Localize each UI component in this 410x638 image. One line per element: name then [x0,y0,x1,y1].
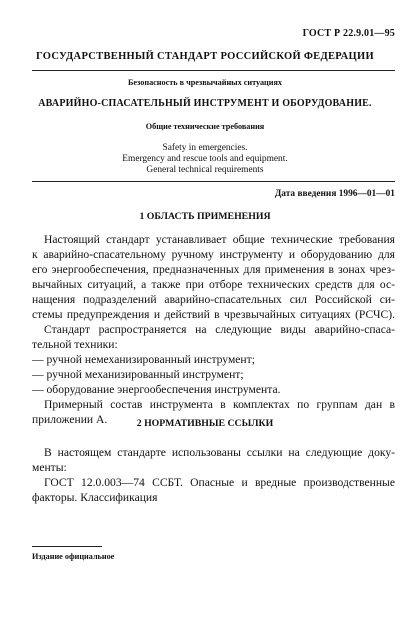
body-line: стемы предупреждения и действий в чрезвычайных ситуациях (РСЧС). [32,308,395,321]
list-item: — ручной механизированный инструмент; [32,368,244,381]
body-line: Стандарт распространяется на следующие виды аварийно-спаса- [44,323,395,336]
body-line: нащения подразделений аварийно-спасательных сил Российской си- [32,293,395,306]
body-line: его энергообеспечения, предназначенных для применения в зонах чрез- [32,263,395,276]
section-scope-body [32,232,395,427]
footer-divider [32,546,102,547]
body-line: факторы. Классификация [32,491,158,504]
effective-date: Дата введения 1996—01—01 [274,189,395,199]
english-title-line: Safety in emergencies. [162,143,248,153]
list-item: — оборудование энергообеспечения инструмента. [32,383,281,396]
divider-top [32,70,395,71]
subtitle: Общие технические требования [145,122,265,131]
main-title: АВАРИЙНО-СПАСАТЕЛЬНЫЙ ИНСТРУМЕНТ И ОБОРУДОВАНИЕ. [38,98,372,109]
section-heading-references: 2 НОРМАТИВНЫЕ ССЫЛКИ [136,418,274,429]
edition-label: Издание официальное [32,552,115,561]
body-line: менты: [32,461,67,474]
document-code: ГОСТ Р 22.9.01—95 [302,28,395,39]
list-item: — ручной немеханизированный инструмент; [32,353,255,366]
divider-middle [32,181,395,182]
body-line: вычайных ситуаций, а также при отборе технических средств для ос- [32,278,395,291]
body-line: к аварийно-спасательному ручному инструменту и оборудованию для [32,248,395,261]
body-line: тельной техники: [32,338,118,351]
series-title: Безопасность в чрезвычайных ситуациях [127,78,283,87]
body-line: ГОСТ 12.0.003—74 ССБТ. Опасные и вредные производственные [44,476,395,489]
english-title-line: Emergency and rescue tools and equipment. [122,154,288,165]
section-references-body [32,445,395,505]
body-line: Примерный состав инструмента в комплектах по группам дан в [44,398,395,411]
standard-org-title: ГОСУДАРСТВЕННЫЙ СТАНДАРТ РОССИЙСКОЙ ФЕДЕРАЦИИ [36,51,374,62]
english-title-line: General technical requirements [146,165,264,176]
english-title [0,143,410,177]
body-line: Настоящий стандарт устанавливает общие технические требования [44,233,395,246]
body-line: приложении А. [32,413,108,426]
body-line: В настоящем стандарте использованы ссылки на следующие доку- [44,446,395,459]
section-heading-scope: 1 ОБЛАСТЬ ПРИМЕНЕНИЯ [139,211,271,222]
